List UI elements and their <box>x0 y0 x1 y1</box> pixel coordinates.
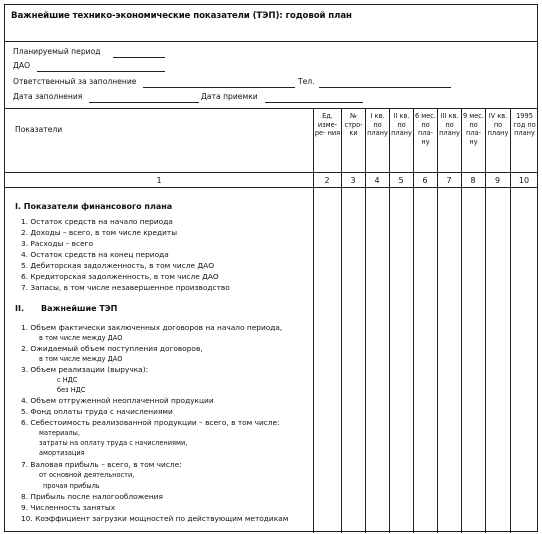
section-2-subitem: затраты на оплату труда с начислениями, <box>39 439 188 447</box>
section-1-item: 4. Остаток средств на конец периода <box>21 250 169 259</box>
section-2-item: 2. Ожидаемый объем поступления договоров, <box>21 344 203 353</box>
section-1-item: 2. Доходы – всего, в том числе кредиты <box>21 228 178 237</box>
col-number-8: 8 <box>470 176 476 185</box>
col-q2-header: II кв. по плану <box>391 112 412 137</box>
numbers-bottom-border <box>5 187 537 188</box>
header-bottom-border <box>5 172 537 173</box>
responsible-label: Ответственный за заполнение <box>13 77 137 86</box>
section-2-item: 6. Себестоимость реализованной продукции – всего, в том числе: <box>21 418 280 427</box>
accept-date-label: Дата приемки <box>201 92 258 101</box>
col-number-9: 9 <box>494 176 501 185</box>
col-q1-header: I кв. по плану <box>367 112 388 137</box>
section-1-item: 5. Дебиторская задолженность, в том числе ДАО <box>21 261 215 270</box>
col-number-10: 10 <box>518 176 530 185</box>
fill-date-label: Дата заполнения <box>13 92 83 101</box>
planned-period-label: Планируемый период <box>13 47 101 56</box>
col-number-2: 2 <box>324 176 330 185</box>
col-6m-header: 6 мес. по пла- ну <box>414 112 437 146</box>
fill-date-field[interactable] <box>89 102 199 103</box>
col-indicators-header: Показатели <box>15 125 63 134</box>
section-2-item: 3. Объем реализации (выручка): <box>21 365 149 374</box>
section-2-subitem: с НДС <box>57 376 78 384</box>
col-number-5: 5 <box>398 176 404 185</box>
col-divider-2 <box>341 108 342 533</box>
section-1-item: 3. Расходы – всего <box>21 239 94 248</box>
section-2-item: 1. Объем фактически заключенных договоров на начало периода, <box>21 323 283 332</box>
section-2-subitem: амортизация <box>39 449 85 457</box>
col-number-7: 7 <box>446 176 452 185</box>
section-2-item: 9. Численность занятых <box>21 503 116 512</box>
col-unit-header: Ед. изме- ре- ния <box>314 112 341 137</box>
col-number-3: 3 <box>350 176 356 185</box>
form-title: Важнейшие технико-экономические показатели (ТЭП): годовой план <box>11 11 352 21</box>
dao-label: ДАО <box>13 61 31 70</box>
planned-period-field[interactable] <box>113 57 165 58</box>
section-2-item: 8. Прибыль после налогообложения <box>21 492 163 501</box>
responsible-field[interactable] <box>143 87 295 88</box>
section-2-subitem: в том числе между ДАО <box>39 334 123 342</box>
col-q3-header: III кв. по плану <box>439 112 460 137</box>
section-2-subitem: в том числе между ДАО <box>39 355 123 363</box>
phone-field[interactable] <box>319 87 451 88</box>
section-2-item: 7. Валовая прибыль – всего, в том числе: <box>21 460 182 469</box>
col-year-header: 1995 год по плану <box>513 112 536 137</box>
col-number-1: 1 <box>156 176 162 185</box>
col-divider-3 <box>365 108 366 533</box>
section-2-subitem: материалы, <box>39 429 80 437</box>
col-divider-5 <box>413 108 414 533</box>
col-divider-8 <box>485 108 486 533</box>
col-q4-header: IV кв. по плану <box>487 112 509 137</box>
section-2-item: 10. Коэффициент загрузки мощностей по действующим методикам <box>21 514 289 523</box>
table-top-border <box>5 108 537 109</box>
col-divider-7 <box>461 108 462 533</box>
col-divider-1 <box>313 108 314 533</box>
section-2-subitem: прочая прибыль <box>43 482 100 490</box>
section-1-item: 7. Запасы, в том числе незавершенное производство <box>21 283 230 292</box>
col-9m-header: 9 мес. по пла- ну <box>462 112 485 146</box>
col-number-4: 4 <box>374 176 380 185</box>
col-divider-6 <box>437 108 438 533</box>
section-2-title: Важнейшие ТЭП <box>41 304 118 313</box>
title-divider <box>5 41 537 42</box>
section-1-item: 6. Кредиторская задолженность, в том числе ДАО <box>21 272 219 281</box>
section-2-number: II. <box>15 304 24 313</box>
section-1-title: I. Показатели финансового плана <box>15 202 173 211</box>
section-2-subitem: без НДС <box>57 386 86 394</box>
col-line-no-header: № стро- ки <box>344 112 363 137</box>
section-2-subitem: от основной деятельности, <box>39 471 135 479</box>
section-1-item: 1. Остаток средств на начало периода <box>21 217 173 226</box>
col-divider-4 <box>389 108 390 533</box>
col-number-6: 6 <box>422 176 428 185</box>
tep-form <box>4 4 538 532</box>
dao-field[interactable] <box>37 71 165 72</box>
col-divider-9 <box>510 108 511 533</box>
phone-label: Тел. <box>298 77 315 86</box>
section-2-item: 4. Объем отгруженной неоплаченной продукции <box>21 396 214 405</box>
accept-date-field[interactable] <box>265 102 363 103</box>
section-2-item: 5. Фонд оплаты труда с начислениями <box>21 407 173 416</box>
